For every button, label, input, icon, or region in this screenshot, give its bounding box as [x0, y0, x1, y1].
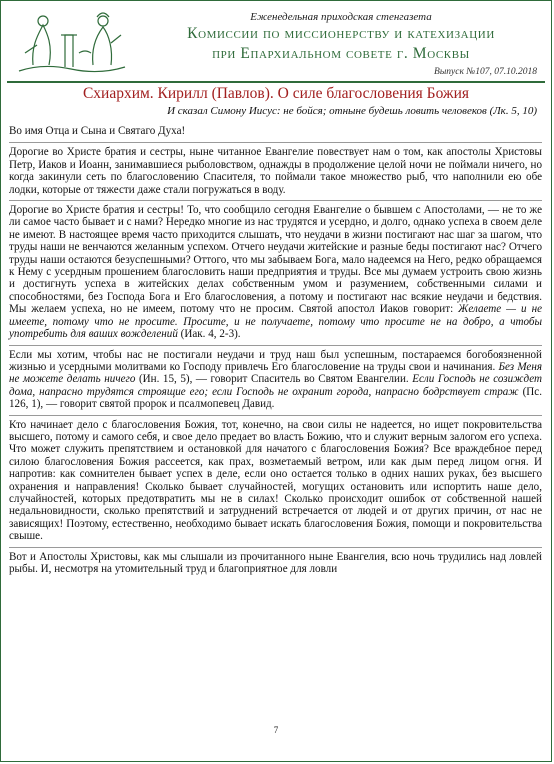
intro-line: Во имя Отца и Сына и Святаго Духа!	[9, 125, 186, 137]
paragraph-5: Вот и Апостолы Христовы, как мы слышали из прочитанного ныне Евангелия, всю ночь трудились над ловлей рыбы. И, несмотря на утомительный труд и благоприятное для ловли	[9, 547, 542, 576]
paragraph-3-quote-1: Без Меня не можете делать ничего	[9, 360, 542, 386]
masthead-title-line1: Комиссии по миссионерству и катехизации	[187, 25, 495, 42]
paragraph-1: Дорогие во Христе братия и сестры, ныне читанное Евангелие повествует нам о том, как апостолы Христовы Петр, Иаков и Иоанн, занимавшиеся рыболовством, однажды в продолжение целой ночи не поймали ничего, но когда закинули сеть по благословению Спасителя, то поймали такое множество рыб, что наполнили ею обе лодки, которые от тяжести даже стали погружаться в воду.	[9, 142, 542, 196]
tagline: Еженедельная приходская стенгазета	[250, 11, 432, 23]
epigraph: И сказал Симону Иисус: не бойся; отныне будешь ловить человеков (Лк. 5, 10)	[167, 105, 537, 117]
paragraph-2-text: Дорогие во Христе братия и сестры! То, что сообщило сегодня Евангелие о бывшем с Апостолами, — не то же ли самое часто бывает и с нами? Нередко многие из нас трудятся и усердно, и долго, однако успеха в своем деле не имеют. В настоящее время часто приходится слышать, что неудачи в жизни постигают нас шаг за шагом, что труды наши не венчаются желанным успехом. Отчего неудачи житейские и разные беды постигают нас? Отчего труды наши остаются безуспешными? Оттого, что мы забываем Бога, мало надеемся на Него, редко обращаемся к Нему с усердным прошением благословить наши предприятия и труды. Все мы думаем устроить свою жизнь и достигнуть успеха в житейских делах собственным умом и разумением, собственными силами и способностями, без Господа Бога и Его благословения, а потому и постигают нас всякие неудачи и бедствия. Мы желаем успеха, но не имеем, потому что не просим. Святой апостол Иаков говорит:	[9, 204, 542, 316]
article-headline: Схиархим. Кирилл (Павлов). О силе благословения Божия	[82, 85, 470, 102]
paragraph-3-text-b: (Ин. 15, 5), — говорит Спаситель во Святом Евангелии.	[135, 373, 413, 386]
paragraph-3-text-a: Если мы хотим, чтобы нас не постигали неудачи и труд наш был успешным, постараемся богобоязненной жизнью и усердными молитвами ко Господу привлечь Его благословение на труды свои и начинания.	[9, 348, 542, 373]
article-body	[9, 125, 542, 575]
masthead-title-line2: при Епархиальном совете г. Москвы	[212, 45, 470, 62]
paragraph-3	[9, 345, 542, 411]
paragraph-4: Кто начинает дело с благословения Божия, тот, конечно, на свои силы не надеется, но ищет покровительства высшего, потому и самого себя, и свое дело предает во власть Божию, что и служит верным залогом его успеха. Что может служить препятствием и остановкой для начатого с благословения Божия? Все враждебное перед силою благословения Божия рассеется, как прах, возметаемый ветром, или как дым перед лицом огня. И напротив: как сомнителен бывает успех в деле, если оно остается только в одних наших руках, без высшего охранения и направления! Сколько бывает случайностей, могущих остановить или испортить наше дело, случайностей, которых предотвратить мы не в силах! Сколько происходит ошибок от собственной нашей недальновидности, сколько препятствий и затруднений встречается от людей и от других причин, от нас не зависящих! Поэтому, естественно, необходимо бывает искать благословения Божия, помощи и покровительства свыше.	[9, 415, 542, 543]
logo-icon	[13, 5, 131, 75]
issue-number: Выпуск №107, 07.10.2018	[434, 67, 537, 77]
page-number: 7	[273, 725, 279, 735]
paragraph-3-quote-2: Если Господь не созиждет дома, напрасно трудятся строящие его; если Господь не охранит города, напрасно бодрствует страж	[9, 373, 542, 398]
paragraph-2	[9, 200, 542, 340]
paragraph-3-text-c: (Пс. 126, 1), — говорит святой пророк и псалмопевец Давид.	[9, 385, 542, 411]
paragraph-2-ref: (Иак. 4, 2-3).	[177, 328, 241, 341]
masthead-divider	[7, 81, 545, 83]
masthead	[11, 5, 543, 75]
paragraph-2-quote: Желаете — и не имеете, потому что не просите. Просите, и не получаете, потому что просите не на добро, а чтобы употребить для ваших вожделений	[9, 303, 542, 341]
